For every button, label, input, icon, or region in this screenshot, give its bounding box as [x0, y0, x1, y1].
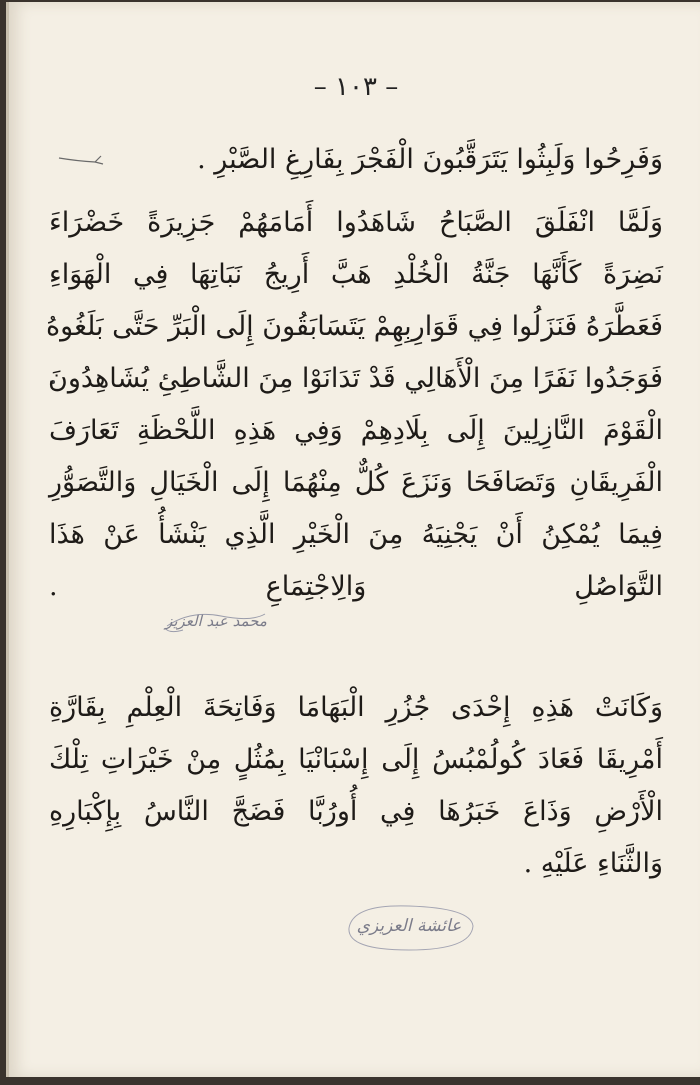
handwritten-signature-small — [161, 604, 271, 638]
handwritten-signature-large — [339, 898, 479, 956]
text-line-11: وَكَانَتْ هَذِهِ إِحْدَى جُزُرِ الْبَهَامَا وَفَاتِحَةَ الْعِلْمِ بِقَارَّةِ — [49, 692, 663, 723]
page-sheet — [6, 2, 700, 1077]
text-line-1: وَفَرِحُوا وَلَبِثُوا يَتَرَقَّبُونَ الْفَجْرَ بِفَارِغِ الصَّبْرِ . — [197, 144, 663, 175]
page-number: – ١٠٣ – — [313, 72, 399, 102]
text-line-8: فِيمَا يُمْكِنُ أَنْ يَجْنِيَهُ مِنَ الْخَيْرِ الَّذِي يَنْشَأُ عَنْ هَذَا — [49, 519, 663, 550]
text-line-2: وَلَمَّا انْفَلَقَ الصَّبَاحُ شَاهَدُوا أَمَامَهُمْ جَزِيرَةً خَضْرَاءَ — [49, 207, 663, 238]
text-line-7: الْفَرِيقَانِ وَتَصَافَحَا وَنَزَعَ كُلٌّ مِنْهُمَا إِلَى الْخَيَالِ وَالتَّصَوُّرِ — [49, 467, 663, 498]
margin-pencil-mark-icon — [57, 152, 105, 166]
text-line-12: أَمْرِيقَا فَعَادَ كُولُمْبُسُ إِلَى إِسْبَانْيَا بِمُثُلٍ مِنْ خَيْرَاتِ تِلْكَ — [49, 744, 663, 775]
signature-large-text: عائشة العزيزي — [356, 916, 462, 936]
text-line-5: فَوَجَدُوا نَفَرًا مِنَ الْأَهَالِي قَدْ تَدَانَوْا مِنَ الشَّاطِئِ يُشَاهِدُونَ — [48, 363, 663, 394]
text-line-6: الْقَوْمَ النَّازِلِينَ إِلَى بِلَادِهِمْ وَفِي هَذِهِ اللَّحْظَةِ تَعَارَفَ — [49, 415, 663, 446]
signature-small-text: محمد عبد العزيز — [165, 612, 267, 630]
text-line-4: فَعَطَّرَهُ فَنَزَلُوا فِي قَوَارِبِهِمْ يَتَسَابَقُونَ إِلَى الْبَرِّ حَتَّى بَلَغُوهُ — [46, 311, 663, 342]
text-line-3: نَضِرَةً كَأَنَّهَا جَنَّةُ الْخُلْدِ هَبَّ أَرِيجُ نَبَاتِهَا فِي الْهَوَاءِ — [49, 259, 663, 290]
text-line-14: وَالثَّنَاءِ عَلَيْهِ . — [523, 848, 663, 879]
text-line-9: التَّوَاصُلِ وَالِاجْتِمَاعِ . — [49, 571, 663, 602]
text-line-13: الْأَرْضِ وَذَاعَ خَبَرُهَا فِي أُورُبَّا فَضَجَّ النَّاسُ بِإِكْبَارِهِ — [49, 796, 663, 827]
